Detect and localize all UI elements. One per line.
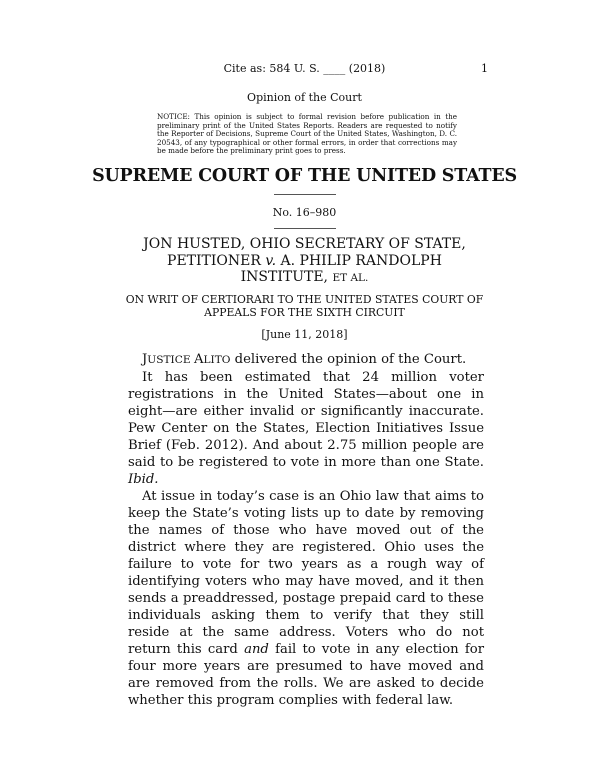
case-caption xyxy=(0,236,609,287)
caption-text: INSTITUTE, xyxy=(240,269,333,285)
opinion-label: Opinion of the Court xyxy=(247,91,362,104)
justice-initial: J xyxy=(142,352,148,367)
paragraph-text: delivered the opinion of the Court. xyxy=(230,352,467,367)
italic-citation: Ibid. xyxy=(128,472,159,487)
citation-header: Cite as: 584 U. S. ____ (2018) xyxy=(223,62,386,75)
paragraph-text: fail to vote in any election for four more years are presumed to have moved and are removed from the rolls. We are asked to decide whether this program complies with federal law. xyxy=(128,642,485,708)
decision-date: [June 11, 2018] xyxy=(261,328,348,341)
caption-line xyxy=(0,253,609,270)
paragraph-text: It has been estimated that 24 million voter registrations in the United States—about one in eight—are either invalid or significantly inaccurate. Pew Center on the States, Election Initiatives Issue Brief (Feb. 2012). And about 2.75 million people are said to be registered to vote in more than one State. xyxy=(128,370,484,470)
paragraph xyxy=(128,351,484,369)
name-initial: A xyxy=(193,352,204,367)
page-number: 1 xyxy=(481,62,488,75)
justice-smallcaps: USTICE xyxy=(147,354,194,366)
divider-rule xyxy=(274,194,336,195)
court-name: SUPREME COURT OF THE UNITED STATES xyxy=(92,166,517,186)
caption-et-al: ET AL. xyxy=(332,272,369,284)
docket-number: No. 16–980 xyxy=(272,206,337,219)
paragraph xyxy=(128,369,484,488)
caption-text: A. PHILIP RANDOLPH xyxy=(276,252,442,269)
writ-statement xyxy=(0,293,609,319)
writ-line: ON WRIT OF CERTIORARI TO THE UNITED STATES COURT OF xyxy=(125,293,484,306)
caption-text: PETITIONER xyxy=(167,252,266,269)
name-smallcaps: LITO xyxy=(203,354,231,366)
caption-line xyxy=(0,269,609,287)
caption-versus: v. xyxy=(265,252,277,269)
opinion-body xyxy=(128,351,484,709)
paragraph-text: At issue in today’s case is an Ohio law that aims to keep the State’s voting lists up to date by removing the names of those who have moved out of the district where they are registered. Ohio uses the failure to vote for two years as a rough way of identifying voters who may have moved, and it then sends a preaddressed, postage prepaid card to these individuals asking them to verify that they still reside at the same address. Voters who do not return this card xyxy=(128,489,484,657)
notice-text: NOTICE: This opinion is subject to formal revision before publication in the preliminary print of the United States Reports. Readers are requested to notify the Reporter of Decisions, Supreme Court of the United States, Washington, D. C. 20543, of any typographical or other formal errors, in order that corrections may be made before the preliminary print goes to press. xyxy=(157,112,457,156)
writ-line: APPEALS FOR THE SIXTH CIRCUIT xyxy=(204,306,405,319)
italic-emphasis: and xyxy=(244,642,269,657)
caption-line: JON HUSTED, OHIO SECRETARY OF STATE, xyxy=(143,236,466,252)
divider-rule xyxy=(274,228,336,229)
paragraph xyxy=(128,488,484,709)
